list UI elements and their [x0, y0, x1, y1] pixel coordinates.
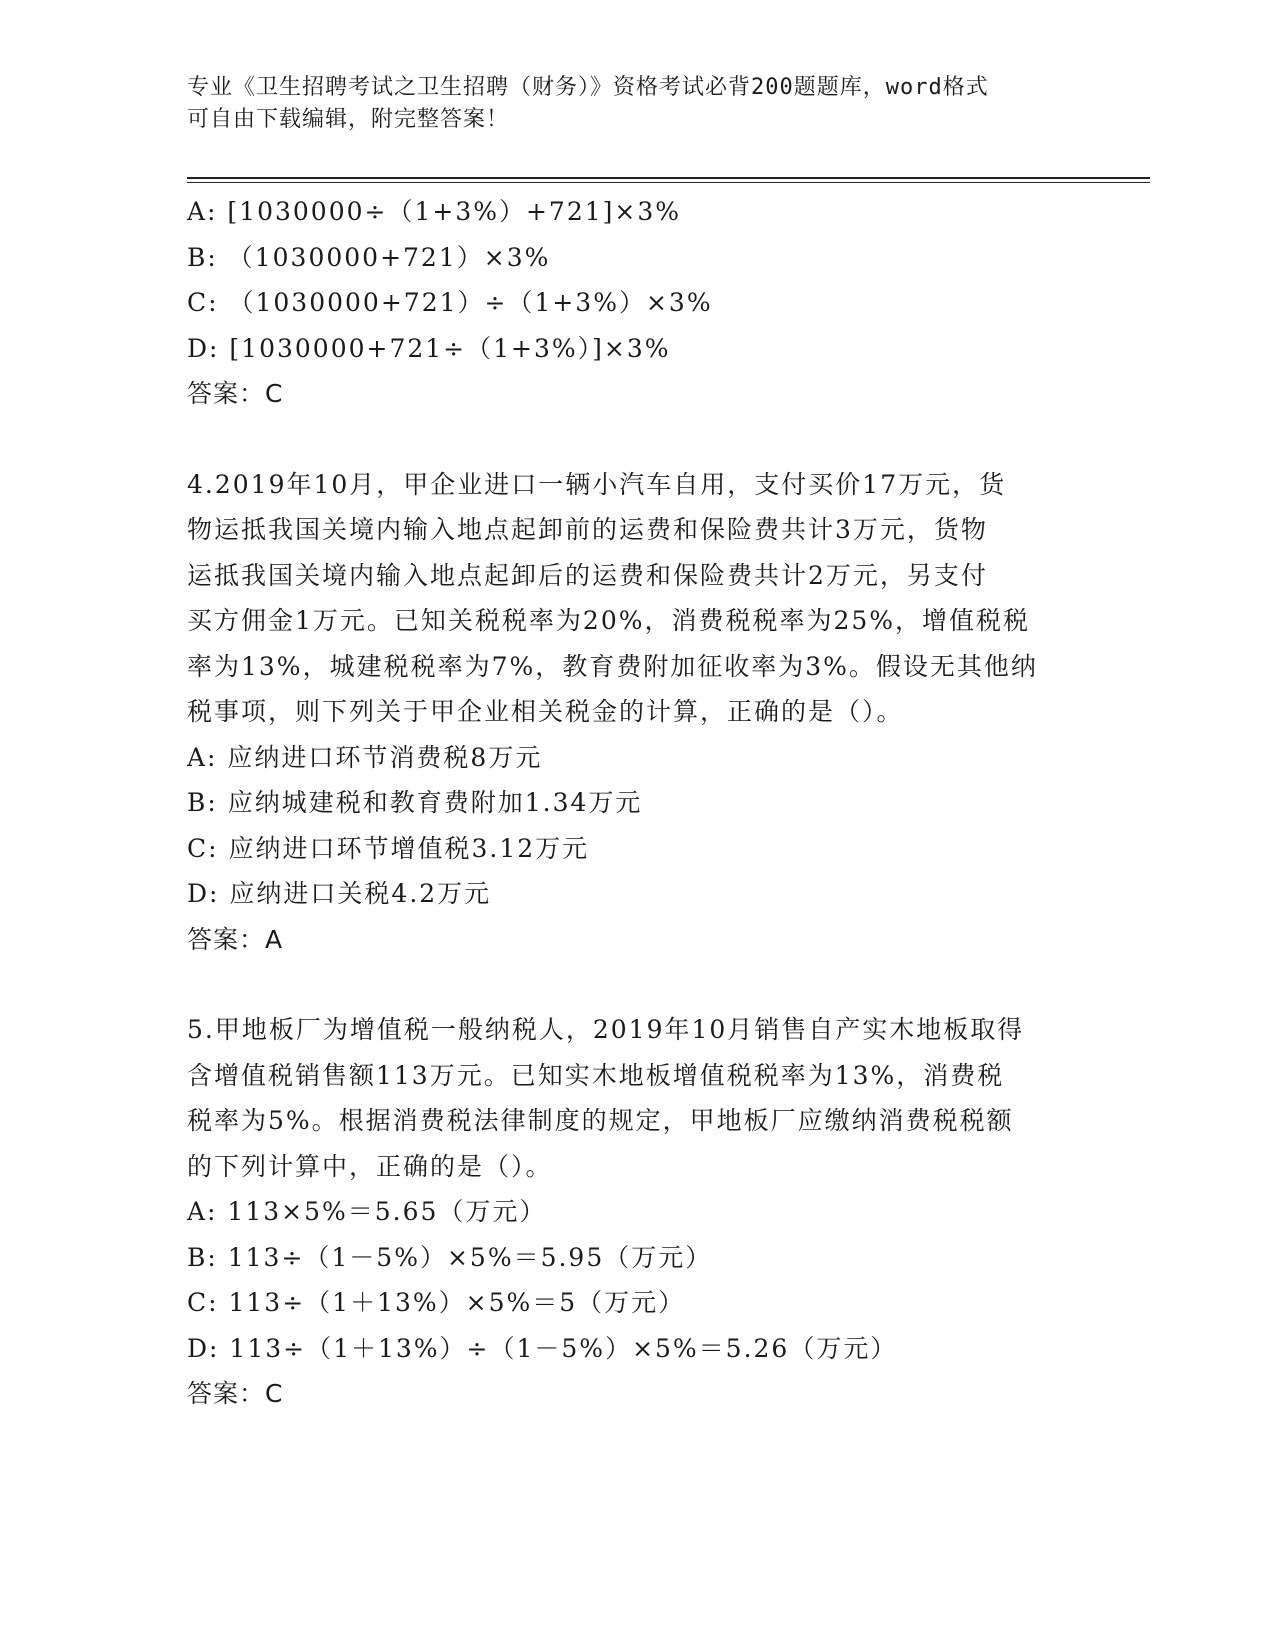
q3-option-d: D: [1030000+721÷（1+3%）]×3% — [187, 333, 671, 363]
q4-stem-line: 4.2019年10月，甲企业进口一辆小汽车自用，支付买价17万元，货 — [187, 469, 1007, 499]
q4-option-b: B: 应纳城建税和教育费附加1.34万元 — [187, 788, 643, 817]
q4-option-d: D: 应纳进口关税4.2万元 — [187, 879, 492, 908]
q4-option-a: A: 应纳进口环节消费税8万元 — [187, 742, 543, 772]
q5-stem-line: 的下列计算中，正确的是（）。 — [187, 1151, 553, 1181]
header-divider-thick — [187, 177, 1150, 179]
q5-option-d: D: 113÷（1＋13%）÷（1－5%）×5%＝5.26（万元） — [187, 1333, 898, 1363]
q4-option-c: C: 应纳进口环节增值税3.12万元 — [187, 833, 590, 863]
question-content — [187, 189, 1087, 1417]
q4-stem-line: 率为13%，城建税税率为7%，教育费附加征收率为3%。假设无其他纳 — [187, 651, 1038, 681]
header-title-line-1: 专业《卫生招聘考试之卫生招聘（财务）》资格考试必背200题题库，word格式 — [187, 75, 989, 100]
header-divider-thin — [187, 182, 1150, 183]
spacer — [187, 417, 1087, 462]
q4-answer: 答案：A — [187, 924, 284, 954]
q4-stem-line: 买方佣金1万元。已知关税税率为20%，消费税税率为25%，增值税税 — [187, 606, 1031, 635]
q4-stem-line: 运抵我国关境内输入地点起卸后的运费和保险费共计2万元，另支付 — [187, 560, 988, 590]
spacer — [187, 962, 1087, 1007]
document-header — [187, 72, 1067, 136]
q5-stem-line: 税率为5%。根据消费税法律制度的规定，甲地板厂应缴纳消费税税额 — [187, 1106, 1014, 1135]
q3-option-a: A: [1030000÷（1+3%）+721]×3% — [187, 197, 682, 226]
q5-answer: 答案：C — [187, 1379, 284, 1408]
question-5 — [187, 1007, 1087, 1417]
question-3 — [187, 189, 1087, 417]
q5-option-c: C: 113÷（1＋13%）×5%＝5（万元） — [187, 1288, 686, 1317]
q5-option-a: A: 113×5%＝5.65（万元） — [187, 1197, 547, 1226]
q4-stem-line: 物运抵我国关境内输入地点起卸前的运费和保险费共计3万元，货物 — [187, 515, 988, 544]
q3-option-b: B: （1030000+721）×3% — [187, 242, 551, 272]
q3-option-c: C: （1030000+721）÷（1+3%）×3% — [187, 288, 713, 317]
q3-answer: 答案：C — [187, 379, 284, 408]
header-title-line-2: 可自由下载编辑，附完整答案！ — [187, 107, 510, 132]
q5-option-b: B: 113÷（1－5%）×5%＝5.95（万元） — [187, 1242, 713, 1272]
q4-stem-line: 税事项，则下列关于甲企业相关税金的计算，正确的是（）。 — [187, 697, 904, 726]
q5-stem-line: 含增值税销售额113万元。已知实木地板增值税税率为13%，消费税 — [187, 1060, 1005, 1090]
question-4 — [187, 462, 1087, 963]
q5-stem-line: 5.甲地板厂为增值税一般纳税人，2019年10月销售自产实木地板取得 — [187, 1015, 1025, 1044]
